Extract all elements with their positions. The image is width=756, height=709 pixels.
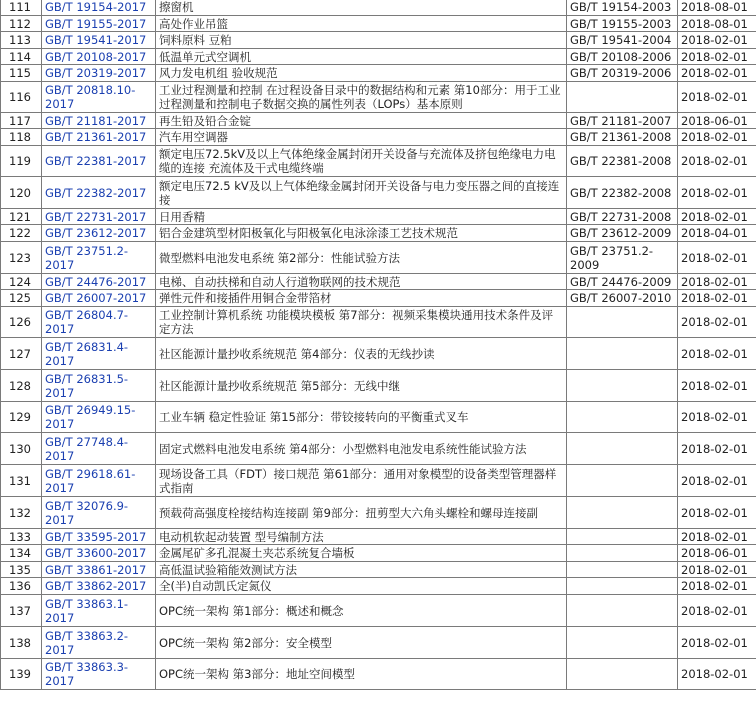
standard-name: 工业控制计算机系统 功能模块模板 第7部分：视频采集模块通用技术条件及评定方法 [156, 307, 567, 338]
row-number: 126 [1, 307, 42, 338]
standard-code-link[interactable]: GB/T 33595-2017 [45, 529, 147, 544]
effective-date: 2018-02-01 [678, 529, 756, 545]
replaced-standard [567, 595, 678, 627]
standard-name: 高低温试验箱能效测试方法 [156, 562, 567, 578]
standard-name: 金属尾矿多孔混凝土夹芯系统复合墙板 [156, 545, 567, 562]
standard-code-link[interactable]: GB/T 33600-2017 [45, 546, 147, 560]
replaced-standard: GB/T 22731-2008 [567, 209, 678, 225]
standard-code-link[interactable]: GB/T 33861-2017 [45, 562, 147, 577]
standard-code-link[interactable]: GB/T 26007-2017 [45, 291, 147, 305]
replaced-standard: GB/T 23612-2009 [567, 225, 678, 242]
table-row [1, 177, 756, 209]
standard-code-cell [42, 338, 156, 370]
table-row [1, 65, 756, 82]
standard-code-cell [42, 82, 156, 113]
replaced-standard: GB/T 19155-2003 [567, 16, 678, 32]
effective-date: 2018-04-01 [678, 225, 756, 242]
table-row [1, 242, 756, 274]
row-number: 120 [1, 177, 42, 209]
replaced-standard [567, 578, 678, 595]
standard-code-cell [42, 433, 156, 465]
effective-date: 2018-02-01 [678, 177, 756, 209]
replaced-standard: GB/T 23751.2-2009 [567, 242, 678, 274]
table-row [1, 659, 756, 690]
standard-code-cell [42, 290, 156, 307]
standard-name: 额定电压72.5 kV及以上气体绝缘金属封闭开关设备与电力变压器之间的直接连接 [156, 177, 567, 209]
standard-code-link[interactable]: GB/T 22381-2017 [45, 154, 147, 168]
standard-code-cell [42, 274, 156, 290]
table-row [1, 402, 756, 433]
row-number: 125 [1, 290, 42, 307]
standard-code-link[interactable]: GB/T 23751.2-2017 [45, 243, 129, 272]
standard-code-cell [42, 0, 156, 16]
standard-name: 饲料原料 豆粕 [156, 32, 567, 49]
standard-code-cell [42, 209, 156, 225]
effective-date: 2018-02-01 [678, 338, 756, 370]
row-number: 117 [1, 113, 42, 129]
standard-name: 社区能源计量抄收系统规范 第5部分：无线中继 [156, 370, 567, 402]
standard-code-link[interactable]: GB/T 27748.4-2017 [45, 434, 129, 463]
standard-code-link[interactable]: GB/T 22731-2017 [45, 209, 147, 224]
effective-date: 2018-06-01 [678, 545, 756, 562]
standard-name: 铝合金建筑型材阳极氧化与阳极氧化电泳涂漆工艺技术规范 [156, 225, 567, 242]
row-number: 139 [1, 659, 42, 690]
standard-name: 预载荷高强度栓接结构连接副 第9部分：扭剪型大六角头螺栓和螺母连接副 [156, 497, 567, 529]
table-row [1, 578, 756, 595]
table-row [1, 0, 756, 16]
row-number: 114 [1, 49, 42, 65]
table-body [1, 0, 756, 690]
replaced-standard: GB/T 26007-2010 [567, 290, 678, 307]
standard-code-link[interactable]: GB/T 32076.9-2017 [45, 498, 129, 527]
replaced-standard [567, 545, 678, 562]
standard-code-cell [42, 545, 156, 562]
standard-name: 电动机软起动装置 型号编制方法 [156, 529, 567, 545]
standard-name: OPC统一架构 第2部分：安全模型 [156, 627, 567, 659]
standard-code-cell [42, 49, 156, 65]
standard-name: 现场设备工具（FDT）接口规范 第61部分：通用对象模型的设备类型管理器样式指南 [156, 465, 567, 497]
replaced-standard [567, 433, 678, 465]
standard-code-link[interactable]: GB/T 26804.7-2017 [45, 308, 129, 336]
standard-code-link[interactable]: GB/T 24476-2017 [45, 274, 147, 289]
table-row [1, 529, 756, 545]
standard-code-link[interactable]: GB/T 23612-2017 [45, 226, 147, 240]
table-row [1, 290, 756, 307]
table-row [1, 338, 756, 370]
standard-code-cell [42, 225, 156, 242]
standard-code-link[interactable]: GB/T 22382-2017 [45, 185, 147, 200]
standard-code-cell [42, 242, 156, 274]
effective-date: 2018-02-01 [678, 659, 756, 690]
effective-date: 2018-02-01 [678, 497, 756, 529]
standard-code-link[interactable]: GB/T 33863.1-2017 [45, 596, 129, 625]
table-row [1, 32, 756, 49]
standard-name: 再生铅及铅合金锭 [156, 113, 567, 129]
replaced-standard [567, 659, 678, 690]
row-number: 115 [1, 65, 42, 82]
replaced-standard [567, 307, 678, 338]
replaced-standard [567, 529, 678, 545]
standard-code-link[interactable]: GB/T 33863.3-2017 [45, 660, 129, 688]
table-row [1, 433, 756, 465]
standard-code-cell [42, 177, 156, 209]
standard-code-link[interactable]: GB/T 20108-2017 [45, 49, 147, 64]
standard-name: 固定式燃料电池发电系统 第4部分：小型燃料电池发电系统性能试验方法 [156, 433, 567, 465]
effective-date: 2018-02-01 [678, 627, 756, 659]
effective-date: 2018-02-01 [678, 49, 756, 65]
effective-date: 2018-08-01 [678, 0, 756, 16]
standard-name: 电梯、自动扶梯和自动人行道物联网的技术规范 [156, 274, 567, 290]
table-row [1, 129, 756, 146]
table-row [1, 370, 756, 402]
effective-date: 2018-02-01 [678, 562, 756, 578]
table-row [1, 627, 756, 659]
standard-code-cell [42, 370, 156, 402]
standard-code-cell [42, 307, 156, 338]
row-number: 122 [1, 225, 42, 242]
table-row [1, 16, 756, 32]
standard-name: 社区能源计量抄收系统规范 第4部分：仪表的无线抄读 [156, 338, 567, 370]
effective-date: 2018-08-01 [678, 16, 756, 32]
replaced-standard: GB/T 22381-2008 [567, 146, 678, 177]
effective-date: 2018-02-01 [678, 307, 756, 338]
table-row [1, 545, 756, 562]
row-number: 133 [1, 529, 42, 545]
standard-code-link[interactable]: GB/T 19541-2017 [45, 33, 147, 47]
row-number: 131 [1, 465, 42, 497]
standard-code-link[interactable]: GB/T 26831.5-2017 [45, 371, 129, 400]
effective-date: 2018-02-01 [678, 290, 756, 307]
standard-code-cell [42, 465, 156, 497]
standard-name: 额定电压72.5kV及以上气体绝缘金属封闭开关设备与充流体及挤包绝缘电力电缆的连接 充流体及干式电缆终端 [156, 146, 567, 177]
standard-code-cell [42, 402, 156, 433]
standard-code-link[interactable]: GB/T 19154-2017 [45, 0, 147, 14]
standard-name: 工业车辆 稳定性验证 第15部分：带铰接转向的平衡重式叉车 [156, 402, 567, 433]
replaced-standard [567, 338, 678, 370]
replaced-standard: GB/T 20108-2006 [567, 49, 678, 65]
standard-name: 弹性元件和接插件用铜合金带箔材 [156, 290, 567, 307]
effective-date: 2018-06-01 [678, 113, 756, 129]
standard-name: 日用香精 [156, 209, 567, 225]
standard-code-cell [42, 659, 156, 690]
effective-date: 2018-02-01 [678, 209, 756, 225]
row-number: 121 [1, 209, 42, 225]
standard-name: 全(半)自动凯氏定氮仪 [156, 578, 567, 595]
row-number: 111 [1, 0, 42, 16]
standard-code-link[interactable]: GB/T 19155-2017 [45, 16, 147, 31]
row-number: 138 [1, 627, 42, 659]
table-row [1, 274, 756, 290]
standard-code-link[interactable]: GB/T 33862-2017 [45, 579, 147, 593]
table-row [1, 209, 756, 225]
standard-code-cell [42, 562, 156, 578]
row-number: 132 [1, 497, 42, 529]
standard-name: 风力发电机组 验收规范 [156, 65, 567, 82]
replaced-standard [567, 497, 678, 529]
row-number: 118 [1, 129, 42, 146]
standard-name: 微型燃料电池发电系统 第2部分：性能试验方法 [156, 242, 567, 274]
standard-code-cell [42, 65, 156, 82]
replaced-standard: GB/T 24476-2009 [567, 274, 678, 290]
effective-date: 2018-02-01 [678, 370, 756, 402]
row-number: 127 [1, 338, 42, 370]
replaced-standard: GB/T 19541-2004 [567, 32, 678, 49]
replaced-standard [567, 370, 678, 402]
table-row [1, 595, 756, 627]
standard-code-cell [42, 578, 156, 595]
replaced-standard: GB/T 19154-2003 [567, 0, 678, 16]
standard-code-cell [42, 146, 156, 177]
row-number: 135 [1, 562, 42, 578]
table-row [1, 562, 756, 578]
replaced-standard: GB/T 20319-2006 [567, 65, 678, 82]
row-number: 112 [1, 16, 42, 32]
standard-code-link[interactable]: GB/T 33863.2-2017 [45, 628, 129, 657]
table-row [1, 465, 756, 497]
replaced-standard: GB/T 21361-2008 [567, 129, 678, 146]
effective-date: 2018-02-01 [678, 402, 756, 433]
standard-name: 擦窗机 [156, 0, 567, 16]
row-number: 129 [1, 402, 42, 433]
standard-code-link[interactable]: GB/T 21181-2017 [45, 113, 147, 128]
effective-date: 2018-02-01 [678, 32, 756, 49]
table-row [1, 146, 756, 177]
standard-code-link[interactable]: GB/T 26949.15-2017 [45, 403, 136, 431]
row-number: 113 [1, 32, 42, 49]
standard-code-link[interactable]: GB/T 20818.10-2017 [45, 83, 136, 111]
row-number: 137 [1, 595, 42, 627]
effective-date: 2018-02-01 [678, 595, 756, 627]
effective-date: 2018-02-01 [678, 433, 756, 465]
row-number: 128 [1, 370, 42, 402]
standard-name: OPC统一架构 第3部分：地址空间模型 [156, 659, 567, 690]
standard-code-cell [42, 529, 156, 545]
replaced-standard [567, 82, 678, 113]
table-row [1, 497, 756, 529]
effective-date: 2018-02-01 [678, 129, 756, 146]
standard-name: OPC统一架构 第1部分：概述和概念 [156, 595, 567, 627]
table-row [1, 113, 756, 129]
standard-code-cell [42, 113, 156, 129]
row-number: 123 [1, 242, 42, 274]
standard-code-link[interactable]: GB/T 26831.4-2017 [45, 339, 129, 368]
row-number: 134 [1, 545, 42, 562]
row-number: 136 [1, 578, 42, 595]
table-row [1, 49, 756, 65]
replaced-standard [567, 465, 678, 497]
table-row [1, 307, 756, 338]
standard-code-cell [42, 497, 156, 529]
effective-date: 2018-02-01 [678, 578, 756, 595]
replaced-standard [567, 402, 678, 433]
standard-code-cell [42, 129, 156, 146]
standard-name: 低温单元式空调机 [156, 49, 567, 65]
standard-code-link[interactable]: GB/T 21361-2017 [45, 130, 147, 144]
standard-code-cell [42, 595, 156, 627]
replaced-standard: GB/T 21181-2007 [567, 113, 678, 129]
effective-date: 2018-02-01 [678, 65, 756, 82]
row-number: 116 [1, 82, 42, 113]
standard-name: 汽车用空调器 [156, 129, 567, 146]
row-number: 130 [1, 433, 42, 465]
effective-date: 2018-02-01 [678, 465, 756, 497]
standard-code-link[interactable]: GB/T 29618.61-2017 [45, 466, 136, 495]
effective-date: 2018-02-01 [678, 274, 756, 290]
table-row [1, 225, 756, 242]
replaced-standard: GB/T 22382-2008 [567, 177, 678, 209]
standard-name: 高处作业吊篮 [156, 16, 567, 32]
effective-date: 2018-02-01 [678, 242, 756, 274]
standard-code-cell [42, 16, 156, 32]
standard-code-link[interactable]: GB/T 20319-2017 [45, 66, 147, 80]
replaced-standard [567, 562, 678, 578]
effective-date: 2018-02-01 [678, 82, 756, 113]
standard-code-cell [42, 32, 156, 49]
row-number: 124 [1, 274, 42, 290]
table-row [1, 82, 756, 113]
standard-code-cell [42, 627, 156, 659]
replaced-standard [567, 627, 678, 659]
row-number: 119 [1, 146, 42, 177]
standard-name: 工业过程测量和控制 在过程设备目录中的数据结构和元素 第10部分：用于工业过程测量和控制电子数据交换的属性列表（LOPs）基本原则 [156, 82, 567, 113]
effective-date: 2018-02-01 [678, 146, 756, 177]
